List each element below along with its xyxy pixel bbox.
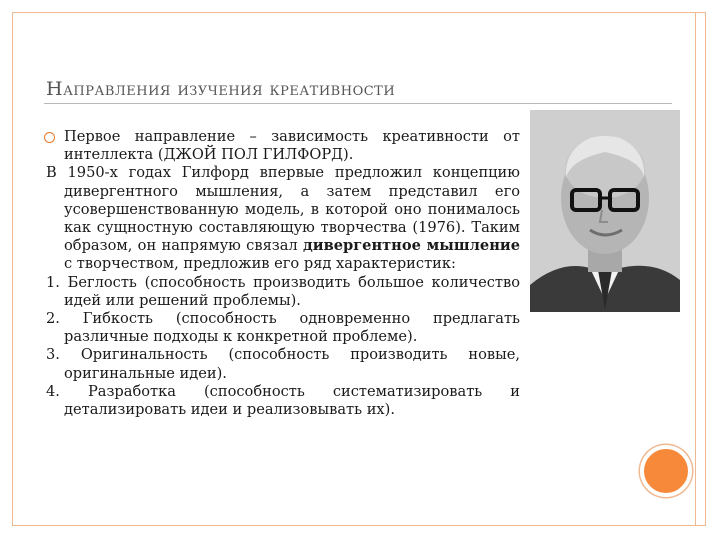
slide-title: Направления изучения креативности xyxy=(46,78,396,100)
bullet-paragraph xyxy=(46,128,520,164)
title-divider xyxy=(44,103,672,104)
list-item: 1. Беглость (способность производить большое количество идей или решений проблемы). xyxy=(46,273,520,309)
intro-text-after: с творчеством, предложив его ряд характеристик: xyxy=(64,255,456,273)
list-item: 4. Разработка (способность систематизировать и детализировать идеи и реализовывать их). xyxy=(46,382,520,419)
orange-circle-decoration xyxy=(640,445,692,497)
portrait-photo xyxy=(530,110,680,312)
slide-body xyxy=(46,128,520,419)
list-item: 2. Гибкость (способность одновременно предлагать различные подходы к конкретной проблеме). xyxy=(46,310,520,346)
bullet-circle-icon xyxy=(44,132,55,143)
portrait-illustration xyxy=(530,110,680,312)
intro-text-before: В 1950-х годах Гилфорд впервые предложил концепцию дивергентного мышления, а затем представил его усовершенствованную модель, в которой оно понималось как сущностную составляющую творчества (1976). Таким образом, он напрямую связал xyxy=(46,164,520,255)
slide-frame-edge xyxy=(695,12,707,526)
intro-text-bold: дивергентное мышление xyxy=(303,237,520,255)
intro-paragraph xyxy=(46,164,520,273)
bullet-text: Первое направление – зависимость креативности от интеллекта (ДЖОЙ ПОЛ ГИЛФОРД). xyxy=(64,128,520,164)
list-item: 3. Оригинальность (способность производить новые, оригинальные идеи). xyxy=(46,346,520,382)
